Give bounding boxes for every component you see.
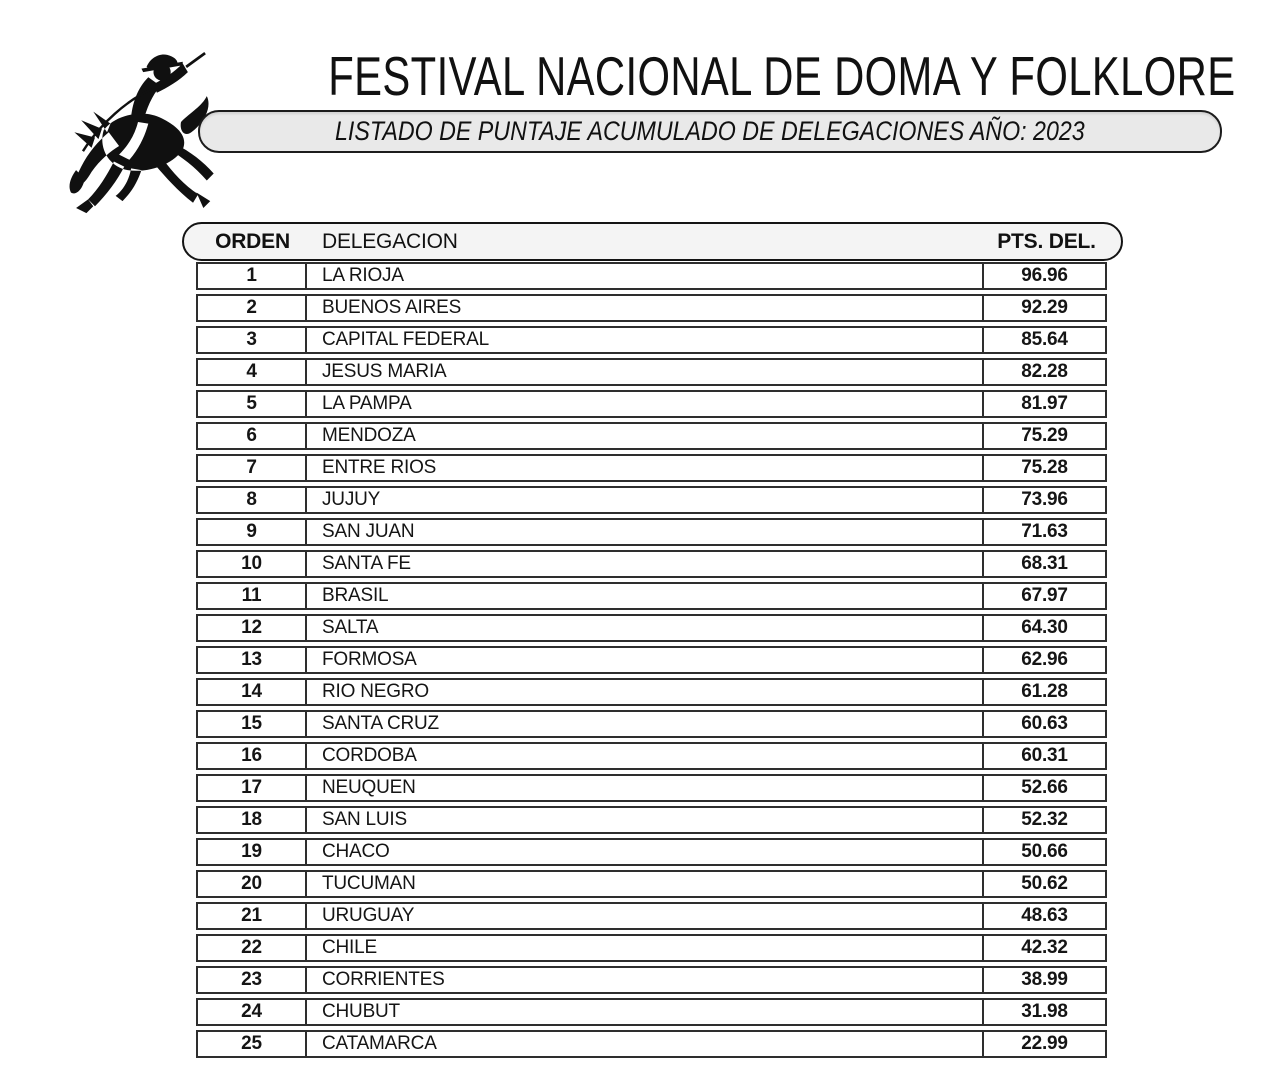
pts-cell: 75.28 xyxy=(982,456,1105,480)
table-row xyxy=(196,774,1107,802)
table-row xyxy=(196,902,1107,930)
table-row xyxy=(196,326,1107,354)
delegacion-cell: CHUBUT xyxy=(322,1001,400,1022)
table-row xyxy=(196,966,1107,994)
pts-cell: 71.63 xyxy=(982,520,1105,544)
table-row xyxy=(196,646,1107,674)
orden-cell: 7 xyxy=(198,456,307,480)
orden-cell: 19 xyxy=(198,840,307,864)
pts-cell: 52.32 xyxy=(982,808,1105,832)
table-row xyxy=(196,518,1107,546)
table-row xyxy=(196,710,1107,738)
table-header xyxy=(182,222,1123,261)
orden-cell: 5 xyxy=(198,392,307,416)
orden-cell: 15 xyxy=(198,712,307,736)
orden-cell: 1 xyxy=(198,264,307,288)
column-header-delegacion: DELEGACION xyxy=(322,230,458,253)
orden-cell: 11 xyxy=(198,584,307,608)
orden-cell: 23 xyxy=(198,968,307,992)
orden-cell: 16 xyxy=(198,744,307,768)
table-row xyxy=(196,262,1107,290)
delegacion-cell: SANTA CRUZ xyxy=(322,713,439,734)
pts-cell: 81.97 xyxy=(982,392,1105,416)
delegacion-cell: TUCUMAN xyxy=(322,873,416,894)
orden-cell: 18 xyxy=(198,808,307,832)
orden-cell: 22 xyxy=(198,936,307,960)
pts-cell: 64.30 xyxy=(982,616,1105,640)
page-title-text: FESTIVAL NACIONAL DE DOMA Y FOLKLORE xyxy=(328,45,1236,107)
pts-cell: 60.31 xyxy=(982,744,1105,768)
table-row xyxy=(196,614,1107,642)
table-row xyxy=(196,934,1107,962)
orden-cell: 25 xyxy=(198,1032,307,1056)
table-row xyxy=(196,422,1107,450)
pts-cell: 38.99 xyxy=(982,968,1105,992)
orden-cell: 10 xyxy=(198,552,307,576)
pts-cell: 52.66 xyxy=(982,776,1105,800)
pts-cell: 22.99 xyxy=(982,1032,1105,1056)
delegacion-cell: SANTA FE xyxy=(322,553,411,574)
delegacion-cell: CORRIENTES xyxy=(322,969,445,990)
delegacion-cell: BRASIL xyxy=(322,585,389,606)
delegacion-cell: JUJUY xyxy=(322,489,381,510)
orden-cell: 9 xyxy=(198,520,307,544)
orden-cell: 20 xyxy=(198,872,307,896)
page-title xyxy=(185,44,1236,108)
delegacion-cell: NEUQUEN xyxy=(322,777,416,798)
table-row xyxy=(196,582,1107,610)
pts-cell: 92.29 xyxy=(982,296,1105,320)
delegacion-cell: JESUS MARIA xyxy=(322,361,447,382)
table-row xyxy=(196,742,1107,770)
delegacion-cell: SALTA xyxy=(322,617,379,638)
delegacion-cell: FORMOSA xyxy=(322,649,417,670)
orden-cell: 8 xyxy=(198,488,307,512)
orden-cell: 21 xyxy=(198,904,307,928)
delegacion-cell: LA RIOJA xyxy=(322,265,404,286)
delegacion-cell: BUENOS AIRES xyxy=(322,297,462,318)
pts-cell: 82.28 xyxy=(982,360,1105,384)
pts-cell: 68.31 xyxy=(982,552,1105,576)
pts-cell: 48.63 xyxy=(982,904,1105,928)
subtitle-banner xyxy=(198,110,1222,153)
pts-cell: 85.64 xyxy=(982,328,1105,352)
table-row xyxy=(196,998,1107,1026)
pts-cell: 50.62 xyxy=(982,872,1105,896)
table-row xyxy=(196,678,1107,706)
delegacion-cell: CHILE xyxy=(322,937,377,958)
table-row xyxy=(196,838,1107,866)
table-row xyxy=(196,294,1107,322)
orden-cell: 2 xyxy=(198,296,307,320)
pts-cell: 50.66 xyxy=(982,840,1105,864)
orden-cell: 24 xyxy=(198,1000,307,1024)
orden-cell: 12 xyxy=(198,616,307,640)
delegacion-cell: CATAMARCA xyxy=(322,1033,437,1054)
table-row xyxy=(196,390,1107,418)
table-row xyxy=(196,486,1107,514)
orden-cell: 4 xyxy=(198,360,307,384)
table-row xyxy=(196,806,1107,834)
orden-cell: 6 xyxy=(198,424,307,448)
pts-cell: 61.28 xyxy=(982,680,1105,704)
table-row xyxy=(196,1030,1107,1058)
pts-cell: 62.96 xyxy=(982,648,1105,672)
table-row xyxy=(196,358,1107,386)
delegacion-cell: URUGUAY xyxy=(322,905,415,926)
delegacion-cell: LA PAMPA xyxy=(322,393,412,414)
pts-cell: 67.97 xyxy=(982,584,1105,608)
table-body xyxy=(196,262,1107,1062)
pts-cell: 96.96 xyxy=(982,264,1105,288)
column-header-orden: ORDEN xyxy=(215,230,290,253)
column-header-pts: PTS. DEL. xyxy=(997,230,1096,253)
orden-cell: 3 xyxy=(198,328,307,352)
delegacion-cell: RIO NEGRO xyxy=(322,681,429,702)
delegacion-cell: ENTRE RIOS xyxy=(322,457,437,478)
delegacion-cell: CORDOBA xyxy=(322,745,417,766)
delegacion-cell: SAN LUIS xyxy=(322,809,407,830)
pts-cell: 73.96 xyxy=(982,488,1105,512)
orden-cell: 13 xyxy=(198,648,307,672)
pts-cell: 60.63 xyxy=(982,712,1105,736)
table-row xyxy=(196,454,1107,482)
table-row xyxy=(196,550,1107,578)
pts-cell: 75.29 xyxy=(982,424,1105,448)
table-row xyxy=(196,870,1107,898)
subtitle-text: LISTADO DE PUNTAJE ACUMULADO DE DELEGACIONES AÑO: 2023 xyxy=(335,116,1085,146)
orden-cell: 14 xyxy=(198,680,307,704)
pts-cell: 42.32 xyxy=(982,936,1105,960)
delegacion-cell: CHACO xyxy=(322,841,390,862)
delegacion-cell: SAN JUAN xyxy=(322,521,415,542)
orden-cell: 17 xyxy=(198,776,307,800)
pts-cell: 31.98 xyxy=(982,1000,1105,1024)
delegacion-cell: MENDOZA xyxy=(322,425,416,446)
delegacion-cell: CAPITAL FEDERAL xyxy=(322,329,489,350)
